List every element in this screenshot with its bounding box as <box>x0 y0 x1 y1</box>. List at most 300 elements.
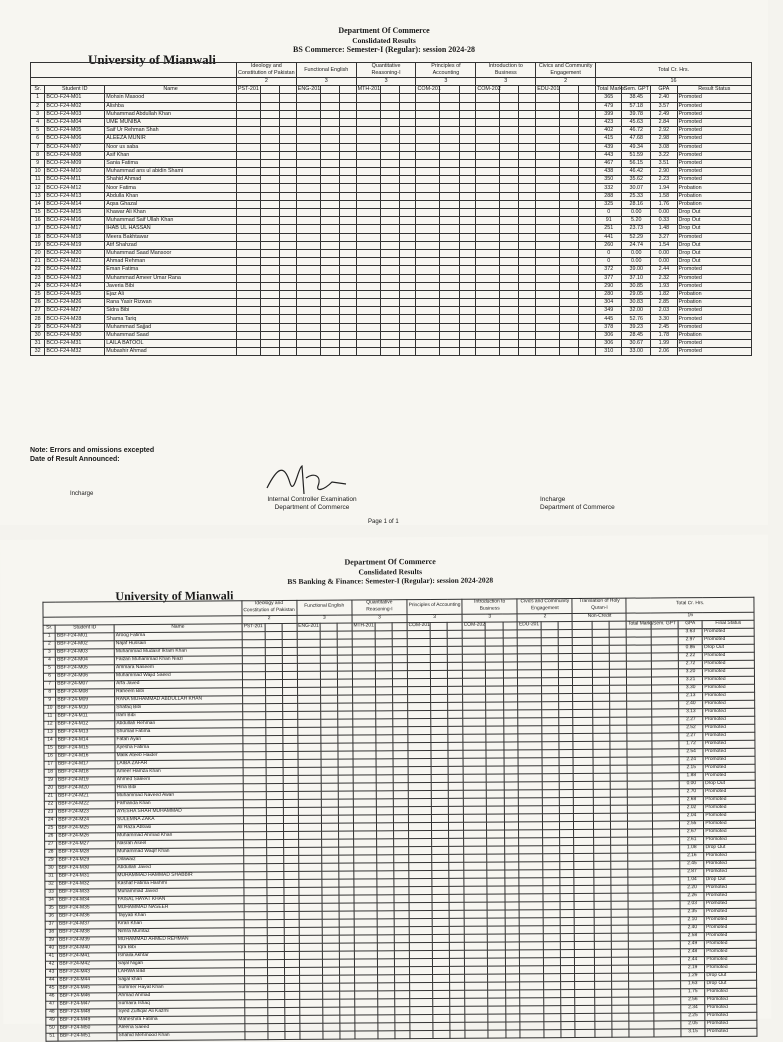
row-mark-cell <box>594 933 611 941</box>
row-student-id: BBF-F24-M10 <box>56 704 115 712</box>
table-row <box>31 233 752 241</box>
row-status: Promoted <box>704 788 756 796</box>
row-mark-cell <box>579 151 596 159</box>
row-mark-cell <box>297 703 320 711</box>
row-mark-cell <box>340 1023 355 1031</box>
row-mark-cell <box>320 135 339 143</box>
row-student-id: BBF-F24-M02 <box>55 640 114 648</box>
row-sr: 19 <box>44 777 56 785</box>
row-mark-cell <box>592 661 609 669</box>
row-mark-cell <box>611 885 628 893</box>
row-mark-cell <box>284 927 299 935</box>
row-sr: 24 <box>31 282 45 290</box>
row-mark-cell <box>431 750 448 758</box>
row-student-id: BBF-F24-M51 <box>58 1032 117 1040</box>
row-total-marks: 479 <box>596 102 622 110</box>
row-mark-cell <box>504 869 519 877</box>
row-mark-cell <box>459 135 476 143</box>
row-mark-cell <box>356 135 380 143</box>
row-mark-cell <box>574 813 594 821</box>
row-gpa: 2.05 <box>681 1020 706 1028</box>
row-name: Saif Ur Rehman Shah <box>105 127 237 135</box>
row-mark-cell <box>520 973 543 981</box>
row-name: Sajal Nigah <box>116 959 243 968</box>
row-total-marks: 310 <box>596 348 622 356</box>
row-mark-cell <box>394 870 409 878</box>
row-mark-cell <box>266 775 283 783</box>
row-student-id: BBF-F24-M04 <box>56 656 115 664</box>
row-mark-cell <box>394 886 409 894</box>
row-mark-cell <box>465 966 488 974</box>
row-mark-cell <box>440 299 459 307</box>
row-student-id: BBF-F24-M28 <box>57 848 116 856</box>
row-mark-cell <box>440 143 459 151</box>
row-name: Sumaira Ishaq <box>117 999 244 1008</box>
row-mark-cell <box>399 110 416 118</box>
row-mark-cell <box>450 918 465 926</box>
row-mark-cell <box>505 917 520 925</box>
row-mark-cell <box>265 647 282 655</box>
row-status: Promoted <box>677 102 751 110</box>
row-sem-gpt <box>651 636 678 644</box>
row-mark-cell <box>449 862 464 870</box>
row-sr: 1 <box>31 94 45 102</box>
row-mark-cell <box>464 822 487 830</box>
col-gr <box>519 86 536 94</box>
row-mark-cell <box>574 789 594 797</box>
row-mark-cell <box>296 135 320 143</box>
row-status: Promoted <box>704 908 756 916</box>
row-mark-cell <box>243 799 266 807</box>
row-mark-cell <box>298 799 321 807</box>
row-mark-cell <box>393 670 408 678</box>
row-mark-cell <box>296 209 320 217</box>
row-mark-cell <box>416 176 440 184</box>
row-mark-cell <box>380 102 399 110</box>
row-mark-cell <box>519 184 536 192</box>
course-code: EDU-201 <box>537 86 560 93</box>
row-mark-cell <box>339 282 356 290</box>
col-gpt <box>486 622 503 630</box>
row-mark-cell <box>416 168 440 176</box>
row-gpa: 0.00 <box>651 258 677 266</box>
row-mark-cell <box>433 942 450 950</box>
row-mark-cell <box>560 127 579 135</box>
row-mark-cell <box>488 950 505 958</box>
row-mark-cell <box>376 726 393 734</box>
row-mark-cell <box>520 1021 543 1029</box>
row-mark-cell <box>354 870 377 878</box>
row-mark-cell <box>410 990 433 998</box>
row-mark-cell <box>574 805 594 813</box>
row-mark-cell <box>378 998 395 1006</box>
row-mark-cell <box>399 249 416 257</box>
row-total-marks <box>627 741 652 749</box>
row-student-id: BBF-F24-M34 <box>57 896 116 904</box>
row-name: Sidra Bibi <box>105 307 237 315</box>
row-student-id: BBF-F24-M50 <box>58 1024 117 1032</box>
col-gr <box>558 621 573 629</box>
row-gpa: 2.52 <box>679 724 704 732</box>
row-mark-cell <box>320 331 339 339</box>
row-mark-cell <box>380 290 399 298</box>
col-gr <box>339 86 356 94</box>
row-mark-cell <box>595 1013 612 1021</box>
controller-line2: Department of Commerce <box>274 504 350 511</box>
row-student-id: BCO-F24-M04 <box>45 118 105 126</box>
row-gpa: 2.85 <box>651 299 677 307</box>
row-gpa: 2.48 <box>680 948 705 956</box>
row-sem-gpt <box>652 756 679 764</box>
row-mark-cell <box>296 127 320 135</box>
row-mark-cell <box>280 102 297 110</box>
row-total-marks <box>628 893 653 901</box>
row-mark-cell <box>323 1015 340 1023</box>
row-mark-cell <box>243 855 266 863</box>
row-mark-cell <box>459 217 476 225</box>
row-mark-cell <box>560 340 579 348</box>
row-mark-cell <box>610 669 627 677</box>
row-mark-cell <box>519 102 536 110</box>
row-mark-cell <box>236 274 260 282</box>
row-mark-cell <box>380 184 399 192</box>
row-total-marks <box>628 773 653 781</box>
row-mark-cell <box>476 168 500 176</box>
row-mark-cell <box>560 981 575 989</box>
row-mark-cell <box>463 686 486 694</box>
row-mark-cell <box>440 151 459 159</box>
row-mark-cell <box>340 991 355 999</box>
row-sr: 5 <box>43 665 55 673</box>
row-total-marks: 290 <box>596 282 622 290</box>
row-mark-cell <box>376 710 393 718</box>
row-mark-cell <box>393 726 408 734</box>
row-mark-cell <box>356 307 380 315</box>
row-mark-cell <box>476 151 500 159</box>
row-mark-cell <box>394 902 409 910</box>
row-sem-gpt <box>653 916 680 924</box>
row-mark-cell <box>296 315 320 323</box>
row-mark-cell <box>410 998 433 1006</box>
row-name: MUHAMMAD AHMED REHMAN <box>116 935 243 944</box>
row-mark-cell <box>376 686 393 694</box>
row-sr: 18 <box>31 233 45 241</box>
row-mark-cell <box>579 127 596 135</box>
row-mark-cell <box>612 997 629 1005</box>
row-mark-cell <box>543 925 560 933</box>
row-mark-cell <box>459 258 476 266</box>
row-mark-cell <box>399 209 416 217</box>
row-mark-cell <box>440 176 459 184</box>
row-status: Probation <box>677 331 751 339</box>
row-mark-cell <box>464 902 487 910</box>
row-sem-gpt: 5.20 <box>622 217 651 225</box>
row-mark-cell <box>394 838 409 846</box>
row-mark-cell <box>339 823 354 831</box>
row-mark-cell <box>432 886 449 894</box>
row-mark-cell <box>450 998 465 1006</box>
row-status: Promoted <box>703 660 755 668</box>
row-mark-cell <box>536 266 560 274</box>
row-gpa: 3.27 <box>651 233 677 241</box>
row-status: Promoted <box>705 916 757 924</box>
row-mark-cell <box>352 654 375 662</box>
row-mark-cell <box>399 331 416 339</box>
row-mark-cell <box>296 290 320 298</box>
row-gpa: 2.98 <box>651 135 677 143</box>
result-sheet-commerce <box>0 0 768 525</box>
row-mark-cell <box>560 957 575 965</box>
row-mark-cell <box>416 209 440 217</box>
row-sr: 22 <box>44 801 56 809</box>
row-mark-cell <box>543 909 560 917</box>
row-status: Drop Out <box>677 209 751 217</box>
row-mark-cell <box>486 694 503 702</box>
row-mark-cell <box>476 258 500 266</box>
row-mark-cell <box>575 1021 595 1029</box>
row-mark-cell <box>542 845 559 853</box>
row-mark-cell <box>353 814 376 822</box>
row-mark-cell <box>487 846 504 854</box>
row-mark-cell <box>376 670 393 678</box>
row-mark-cell <box>416 249 440 257</box>
row-mark-cell <box>449 790 464 798</box>
row-mark-cell <box>280 233 297 241</box>
row-mark-cell <box>236 151 260 159</box>
row-mark-cell <box>574 821 594 829</box>
row-mark-cell <box>299 911 322 919</box>
row-status: Promoted <box>677 282 751 290</box>
row-total-marks <box>627 717 652 725</box>
credit-value: 3 <box>462 613 517 621</box>
row-name: Sania Fatima <box>105 159 237 167</box>
row-mark-cell <box>377 942 394 950</box>
row-total-marks <box>629 957 654 965</box>
row-total-marks <box>629 925 654 933</box>
row-mark-cell <box>536 331 560 339</box>
row-mark-cell <box>283 751 298 759</box>
row-mark-cell <box>486 734 503 742</box>
row-mark-cell <box>560 869 575 877</box>
row-mark-cell <box>266 799 283 807</box>
row-name: Abdullah Javed <box>116 863 243 872</box>
row-mark-cell <box>377 910 394 918</box>
row-mark-cell <box>296 110 320 118</box>
row-mark-cell <box>353 710 376 718</box>
row-mark-cell <box>558 701 573 709</box>
row-name: Maheshira Fatima <box>117 1015 244 1024</box>
row-mark-cell <box>463 782 486 790</box>
row-student-id: BBF-F24-M15 <box>56 744 115 752</box>
row-mark-cell <box>244 1023 267 1031</box>
row-name: Mohsin Masood <box>105 94 237 102</box>
row-mark-cell <box>519 225 536 233</box>
row-mark-cell <box>431 766 448 774</box>
row-mark-cell <box>611 845 628 853</box>
row-total-marks: 399 <box>596 110 622 118</box>
row-mark-cell <box>355 1006 378 1014</box>
row-mark-cell <box>559 805 574 813</box>
row-sr: 35 <box>45 905 57 913</box>
row-mark-cell <box>594 821 611 829</box>
row-gpa: 2.45 <box>651 323 677 331</box>
row-mark-cell <box>296 184 320 192</box>
row-mark-cell <box>561 1021 576 1029</box>
row-student-id: BBF-F24-M03 <box>56 648 115 656</box>
row-gpa: 1.72 <box>679 740 704 748</box>
row-mark-cell <box>459 209 476 217</box>
row-sr: 42 <box>45 961 57 969</box>
row-mark-cell <box>459 176 476 184</box>
session-title-2: BS Banking & Finance: Semester-I (Regular): session 2024-2028 <box>287 575 494 586</box>
row-mark-cell <box>459 102 476 110</box>
row-mark-cell <box>536 110 560 118</box>
row-status: Promoted <box>704 884 756 892</box>
row-total-marks <box>629 909 654 917</box>
row-mark-cell <box>612 1021 629 1029</box>
row-sem-gpt <box>651 660 678 668</box>
row-mark-cell <box>504 861 519 869</box>
row-mark-cell <box>266 751 283 759</box>
row-mark-cell <box>356 94 380 102</box>
row-sem-gpt: 0.00 <box>622 258 651 266</box>
row-total-marks <box>627 629 652 637</box>
row-sr: 39 <box>45 937 57 945</box>
row-mark-cell <box>611 837 628 845</box>
row-mark-cell <box>296 299 320 307</box>
row-mark-cell <box>322 919 339 927</box>
row-mark-cell <box>610 757 627 765</box>
row-mark-cell <box>536 192 560 200</box>
row-mark-cell <box>296 331 320 339</box>
row-mark-cell <box>296 282 320 290</box>
row-mark-cell <box>595 989 612 997</box>
row-sr: 14 <box>31 200 45 208</box>
row-mark-cell <box>408 742 431 750</box>
row-mark-cell <box>260 241 279 249</box>
row-mark-cell <box>519 789 542 797</box>
row-mark-cell <box>354 894 377 902</box>
row-mark-cell <box>320 299 339 307</box>
row-mark-cell <box>579 307 596 315</box>
row-mark-cell <box>543 997 560 1005</box>
row-name: Shumail Fatima <box>115 727 242 736</box>
row-mark-cell <box>395 974 410 982</box>
row-mark-cell <box>536 143 560 151</box>
row-mark-cell <box>244 1015 267 1023</box>
row-mark-cell <box>244 983 267 991</box>
row-mark-cell <box>612 1013 629 1021</box>
row-mark-cell <box>280 143 297 151</box>
row-mark-cell <box>560 233 579 241</box>
row-sr: 15 <box>31 209 45 217</box>
row-mark-cell <box>536 323 560 331</box>
row-mark-cell <box>518 701 541 709</box>
row-mark-cell <box>464 894 487 902</box>
table-row <box>31 217 752 225</box>
row-mark-cell <box>338 727 353 735</box>
subject-header: Civics and Community Engagement <box>536 63 596 78</box>
row-mark-cell <box>267 871 284 879</box>
row-mark-cell <box>431 702 448 710</box>
row-mark-cell <box>242 631 265 639</box>
row-mark-cell <box>431 686 448 694</box>
table-row <box>31 209 752 217</box>
row-mark-cell <box>611 893 628 901</box>
row-mark-cell <box>561 1013 576 1021</box>
row-mark-cell <box>503 741 518 749</box>
row-mark-cell <box>297 655 320 663</box>
row-mark-cell <box>488 1014 505 1022</box>
row-status: Promoted <box>704 812 756 820</box>
row-mark-cell <box>440 159 459 167</box>
row-mark-cell <box>558 677 573 685</box>
col-gpt <box>560 86 579 94</box>
row-mark-cell <box>243 871 266 879</box>
row-mark-cell <box>536 299 560 307</box>
row-mark-cell <box>440 331 459 339</box>
row-sr: 28 <box>31 315 45 323</box>
row-mark-cell <box>416 225 440 233</box>
row-mark-cell <box>243 815 266 823</box>
row-status: Promoted <box>703 684 755 692</box>
row-status: Promoted <box>704 892 756 900</box>
row-mark-cell <box>377 878 394 886</box>
row-mark-cell <box>536 274 560 282</box>
row-mark-cell <box>433 982 450 990</box>
row-mark-cell <box>283 695 298 703</box>
row-mark-cell <box>593 709 610 717</box>
row-mark-cell <box>393 662 408 670</box>
row-gpa: 2.27 <box>679 716 704 724</box>
row-mark-cell <box>338 775 353 783</box>
row-student-id: BBF-F24-M41 <box>58 952 117 960</box>
row-mark-cell <box>560 997 575 1005</box>
row-mark-cell <box>394 822 409 830</box>
row-mark-cell <box>543 933 560 941</box>
row-mark-cell <box>542 829 559 837</box>
row-mark-cell <box>409 902 432 910</box>
row-mark-cell <box>380 340 399 348</box>
row-mark-cell <box>610 661 627 669</box>
row-mark-cell <box>283 791 298 799</box>
row-status: Promoted <box>703 724 755 732</box>
row-mark-cell <box>579 217 596 225</box>
row-mark-cell <box>448 654 463 662</box>
row-mark-cell <box>560 323 579 331</box>
row-sem-gpt: 24.74 <box>622 241 651 249</box>
row-mark-cell <box>592 629 609 637</box>
row-mark-cell <box>298 807 321 815</box>
row-student-id: BBF-F24-M30 <box>57 864 116 872</box>
row-sr: 20 <box>44 785 56 793</box>
row-mark-cell <box>297 671 320 679</box>
row-mark-cell <box>321 743 338 751</box>
row-mark-cell <box>338 759 353 767</box>
row-mark-cell <box>542 805 559 813</box>
table-row <box>31 315 752 323</box>
row-mark-cell <box>536 249 560 257</box>
row-mark-cell <box>459 331 476 339</box>
row-mark-cell <box>353 742 376 750</box>
row-mark-cell <box>399 274 416 282</box>
row-mark-cell <box>242 703 265 711</box>
row-mark-cell <box>322 887 339 895</box>
row-sem-gpt <box>652 772 679 780</box>
row-mark-cell <box>399 348 416 356</box>
row-mark-cell <box>541 677 558 685</box>
row-mark-cell <box>416 258 440 266</box>
